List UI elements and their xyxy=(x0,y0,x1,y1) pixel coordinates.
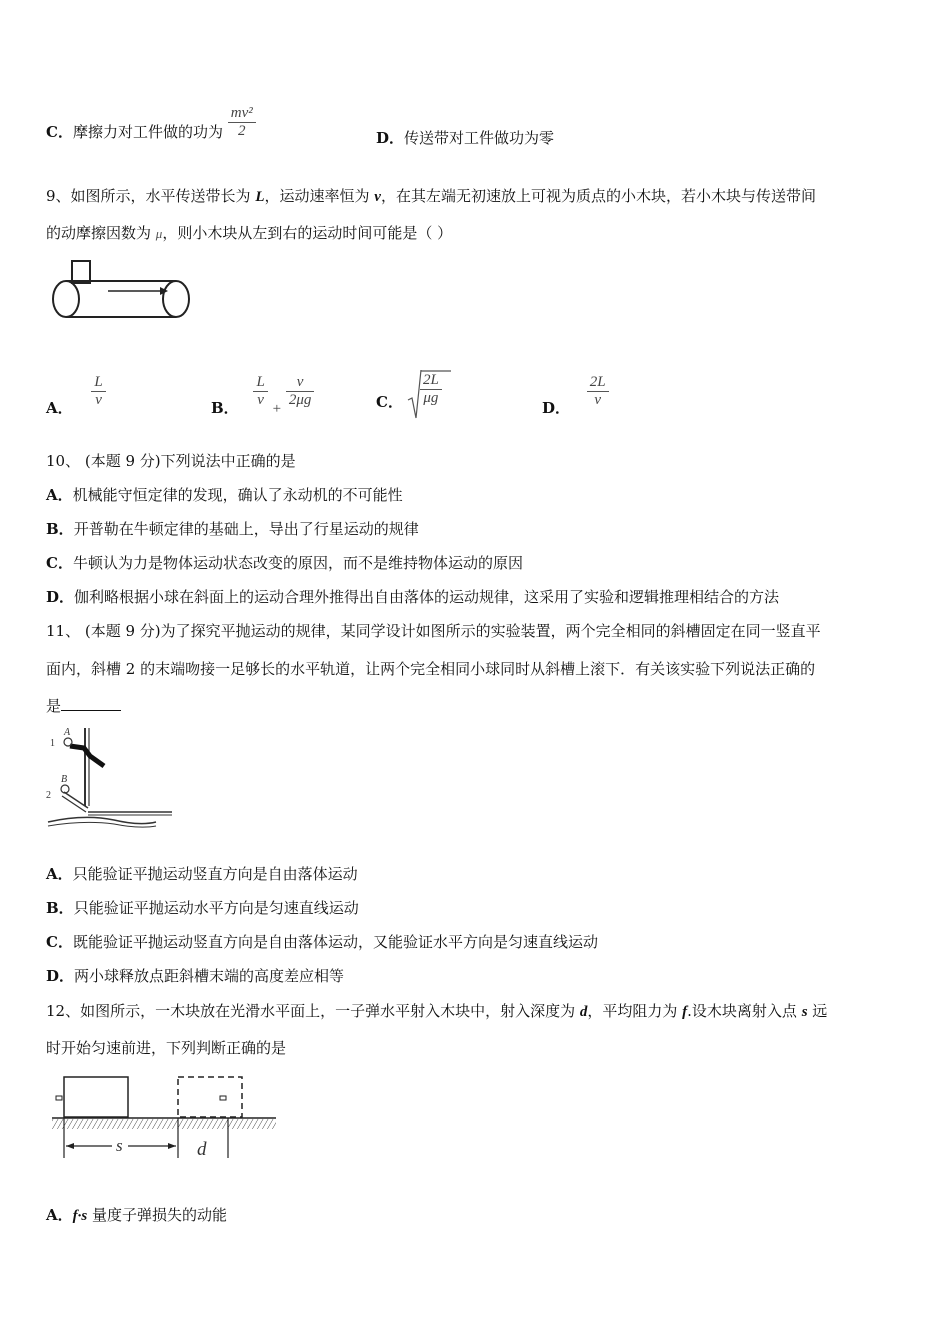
fraction-v-over-2mug xyxy=(286,374,315,409)
fraction-L-over-v xyxy=(91,374,105,409)
stem-text: 远 xyxy=(807,1002,828,1020)
var-v: v xyxy=(374,189,381,205)
stem-text: 是 xyxy=(46,697,62,715)
var-d: d xyxy=(579,1004,588,1020)
block-final-dashed xyxy=(178,1077,242,1117)
q10-option-a xyxy=(46,485,403,505)
option-text: 既能验证平抛运动竖直方向是自由落体运动，又能验证水平方向是匀速直线运动 xyxy=(72,933,598,951)
s-arrow-left-head xyxy=(66,1143,74,1149)
right-roller xyxy=(163,281,189,317)
q9-option-d xyxy=(542,374,609,417)
frac-den: v xyxy=(91,391,105,409)
q9-stem-line2 xyxy=(46,223,452,244)
option-label: C． xyxy=(376,393,403,411)
bullet-initial xyxy=(56,1096,62,1100)
bullet-final xyxy=(220,1096,226,1100)
option-text: 牛顿认为力是物体运动状态改变的原因，而不是维持物体运动的原因 xyxy=(72,554,523,572)
option-label: B． xyxy=(46,899,74,917)
q9-option-b xyxy=(211,374,314,417)
fig-label-s: s xyxy=(116,1136,123,1155)
var-mu: μ xyxy=(155,226,163,241)
fig-label-d: d xyxy=(197,1139,207,1160)
option-text: 开普勒在牛顿定律的基础上，导出了行星运动的规律 xyxy=(73,520,419,538)
fig-label-b: B xyxy=(61,774,68,785)
ball-a xyxy=(64,738,72,746)
stem-text: 如图所示，水平传送带长为 xyxy=(70,187,256,205)
q11-stem-line2: 面内，斜槽 2 的末端吻接一足够长的水平轨道，让两个完全相同小球同时从斜槽上滚下．有关该实验下列说法正确的 xyxy=(46,660,816,678)
block-initial xyxy=(64,1077,128,1117)
option-label: D． xyxy=(46,967,75,985)
frac-num: v xyxy=(296,374,304,390)
question-number: 9、 xyxy=(46,187,71,205)
plus-sign: + xyxy=(272,400,282,417)
option-label: B． xyxy=(211,398,239,417)
fig-label-2: 2 xyxy=(46,790,51,801)
option-label: D． xyxy=(46,588,75,606)
frac-num: 2L xyxy=(589,374,606,390)
option-label: C． xyxy=(46,933,73,951)
option-label: D． xyxy=(542,398,571,417)
option-label: C． xyxy=(46,554,73,572)
frac-den: 2 xyxy=(228,122,256,140)
stem-text: 12、如图所示，一木块放在光滑水平面上，一子弹水平射入木块中，射入深度为 xyxy=(46,1002,580,1020)
s-arrow-right-head xyxy=(168,1143,176,1149)
fraction-mv2-over-2 xyxy=(228,105,256,140)
q12-stem-line1 xyxy=(46,1001,827,1022)
fraction-L-over-v xyxy=(253,374,267,409)
option-text: 量度子弹损失的动能 xyxy=(87,1206,228,1224)
q11-stem-line3 xyxy=(46,696,121,716)
option-text: 传送带对工件做功为零 xyxy=(404,129,555,147)
wood-block xyxy=(72,261,90,283)
q9-stem-line1 xyxy=(46,186,816,207)
var-f: f xyxy=(682,1004,688,1020)
q12-option-a xyxy=(46,1205,227,1226)
ground-hatch xyxy=(52,1119,276,1129)
q12-stem-line2: 时开始匀速前进，下列判断正确的是 xyxy=(46,1039,287,1057)
frac-num: 2L xyxy=(423,372,439,388)
stem-text: 的动摩擦因数为 xyxy=(46,224,156,242)
conveyor-belt-figure xyxy=(50,258,195,320)
var-L: L xyxy=(255,189,265,205)
q10-option-d xyxy=(46,587,779,607)
option-text: 机械能守恒定律的发现，确认了永动机的不可能性 xyxy=(72,486,403,504)
fig-label-1: 1 xyxy=(50,738,55,749)
frac-num: L xyxy=(94,374,103,390)
stem-text: ，运动速率恒为 xyxy=(264,187,375,205)
option-label: B． xyxy=(46,520,74,538)
bullet-block-figure xyxy=(50,1072,280,1164)
q11-option-b xyxy=(46,898,359,918)
option-text: 只能验证平抛运动竖直方向是自由落体运动 xyxy=(72,865,358,883)
q10-stem: 10、 (本题 9 分)下列说法中正确的是 xyxy=(46,452,296,470)
q9-option-a xyxy=(46,374,106,417)
stem-text: ，平均阻力为 xyxy=(587,1002,683,1020)
stem-text: ，在其左端无初速放上可视为质点的小木块，若小木块与传送带间 xyxy=(380,187,816,205)
ramp-apparatus-figure xyxy=(44,726,176,830)
frac-den: μg xyxy=(420,389,442,407)
option-label: A． xyxy=(46,398,73,417)
var-s: s xyxy=(801,1004,808,1020)
option-text: 两小球释放点距斜槽末端的高度差应相等 xyxy=(74,967,345,985)
frac-num: L xyxy=(256,374,265,390)
q10-option-b xyxy=(46,519,419,539)
option-label: C． xyxy=(46,123,73,141)
stem-text: .设木块离射入点 xyxy=(687,1002,802,1020)
option-label: A． xyxy=(46,865,73,883)
q8-option-d xyxy=(376,128,554,148)
option-label: A． xyxy=(46,486,73,504)
fraction-2L-over-v xyxy=(587,374,609,409)
q11-option-a xyxy=(46,864,358,884)
q10-option-c xyxy=(46,553,523,573)
answer-blank[interactable] xyxy=(61,696,121,711)
expr-fs: f·s xyxy=(72,1208,88,1224)
stem-text: ，则小木块从左到右的运动时间可能是（ ） xyxy=(162,224,453,242)
option-text: 伽利略根据小球在斜面上的运动合理外推得出自由落体的运动规律，这采用了实验和逻辑推理相结合的方法 xyxy=(74,588,780,606)
frac-num: mv² xyxy=(230,104,253,121)
frac-den: v xyxy=(587,391,609,409)
fig-label-a: A xyxy=(64,727,71,738)
ramp-1 xyxy=(70,746,104,766)
frac-den: 2μg xyxy=(286,391,315,409)
q11-option-d xyxy=(46,966,344,986)
q11-stem-line1: 11、 (本题 9 分)为了探究平抛运动的规律，某同学设计如图所示的实验装置，两个完全相同的斜槽固定在同一竖直平 xyxy=(46,622,821,640)
option-text: 摩擦力对工件做的功为 xyxy=(72,123,223,141)
option-text: 只能验证平抛运动水平方向是匀速直线运动 xyxy=(73,899,359,917)
option-label: A． xyxy=(46,1206,73,1224)
left-roller xyxy=(53,281,79,317)
fraction-2L-over-mug xyxy=(420,372,442,407)
q8-option-c xyxy=(46,104,256,142)
frac-den: v xyxy=(253,391,267,409)
q11-option-c xyxy=(46,932,598,952)
option-label: D． xyxy=(376,129,405,147)
